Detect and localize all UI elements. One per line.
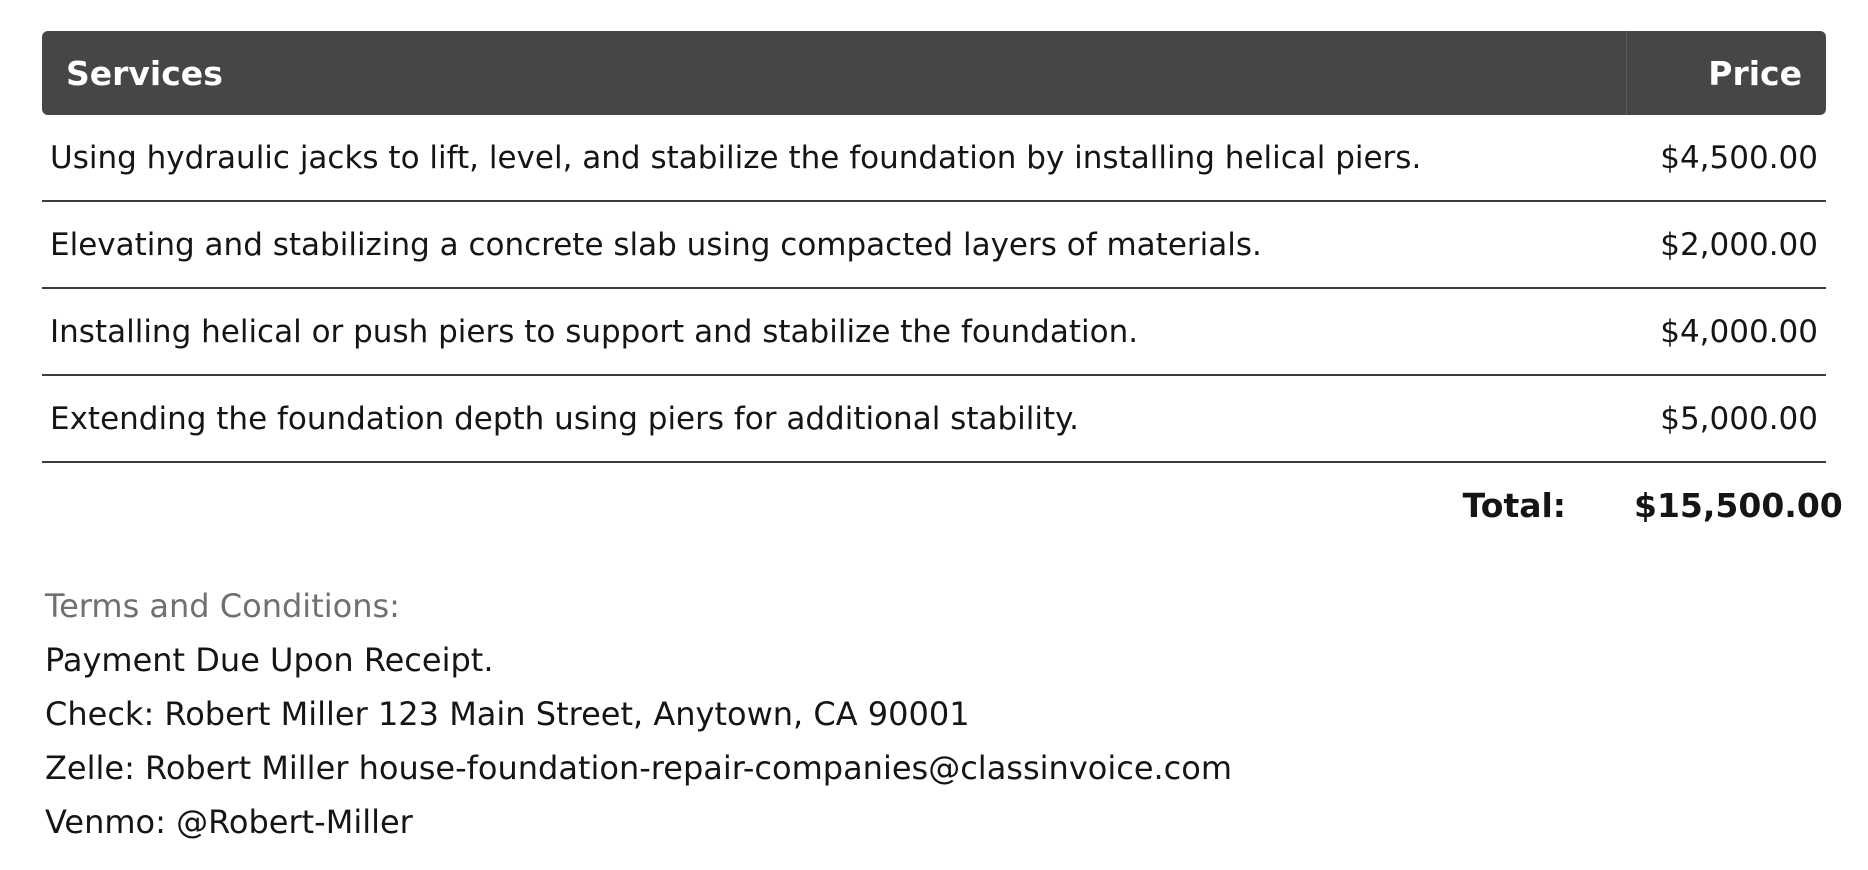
service-description: Elevating and stabilizing a concrete slab using compacted layers of materials. xyxy=(42,201,1626,288)
service-description: Extending the foundation depth using piers for additional stability. xyxy=(42,375,1626,462)
table-row xyxy=(42,115,1826,201)
total-row xyxy=(42,462,1826,547)
terms-and-conditions xyxy=(45,579,1745,849)
total-label: Total: xyxy=(1462,485,1566,525)
services-table xyxy=(42,31,1843,547)
service-price: $5,000.00 xyxy=(1626,375,1826,462)
table-header-row xyxy=(42,31,1826,115)
terms-check-info: Check: Robert Miller 123 Main Street, Anytown, CA 90001 xyxy=(45,695,970,733)
terms-heading: Terms and Conditions: xyxy=(45,587,400,625)
services-column-header: Services xyxy=(42,31,1626,115)
service-price: $2,000.00 xyxy=(1626,201,1826,288)
price-column-header: Price xyxy=(1626,31,1826,115)
table-row xyxy=(42,288,1826,375)
table-row xyxy=(42,201,1826,288)
terms-payment-due: Payment Due Upon Receipt. xyxy=(45,641,494,679)
service-price: $4,500.00 xyxy=(1626,115,1826,201)
table-row xyxy=(42,375,1826,462)
terms-zelle-info: Zelle: Robert Miller house-foundation-repair-companies@classinvoice.com xyxy=(45,749,1233,787)
service-description: Installing helical or push piers to support and stabilize the foundation. xyxy=(42,288,1626,375)
total-amount: $15,500.00 xyxy=(1634,485,1843,525)
service-description: Using hydraulic jacks to lift, level, and stabilize the foundation by installing helical piers. xyxy=(42,115,1626,201)
service-price: $4,000.00 xyxy=(1626,288,1826,375)
terms-venmo-info: Venmo: @Robert-Miller xyxy=(45,803,413,841)
